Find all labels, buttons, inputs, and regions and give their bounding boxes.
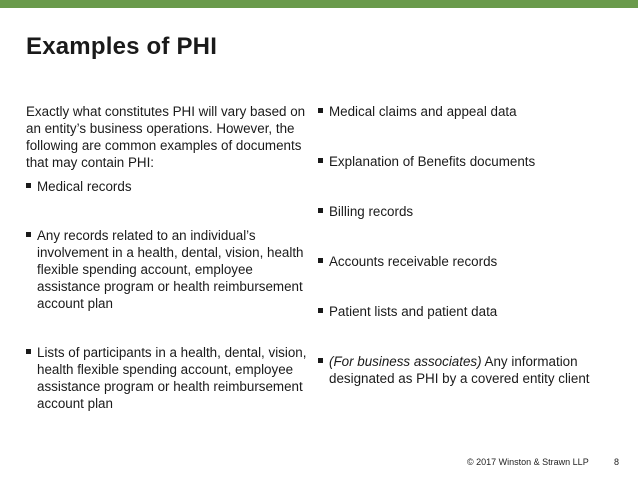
square-bullet-icon: [318, 358, 323, 363]
list-item: [26, 227, 311, 312]
left-column: [26, 103, 311, 412]
list-item-text: Lists of participants in a health, dental, vision, health flexible spending account, employee assistance program or health reimbursement account plan: [37, 345, 307, 411]
list-item: [26, 178, 311, 195]
page-number: 8: [614, 457, 620, 467]
list-item: [318, 203, 618, 220]
footer-copyright: © 2017 Winston & Strawn LLP: [467, 457, 589, 467]
list-item-text: [329, 354, 590, 386]
emphasis-text: (For business associates): [329, 354, 482, 369]
list-item-text: Patient lists and patient data: [329, 304, 498, 319]
list-item: [26, 344, 311, 412]
list-item-text: Explanation of Benefits documents: [329, 154, 536, 169]
square-bullet-icon: [26, 349, 31, 354]
page-title: Examples of PHI: [26, 33, 218, 60]
left-bullet-list: [26, 178, 311, 412]
list-item-text: Accounts receivable records: [329, 254, 498, 269]
list-item: [318, 103, 618, 120]
square-bullet-icon: [26, 183, 31, 188]
list-item: [318, 353, 618, 387]
intro-paragraph: Exactly what constitutes PHI will vary based on an entity’s business operations. However, the following are common examples of documents that may contain PHI:: [26, 104, 306, 170]
list-item: [318, 303, 618, 320]
square-bullet-icon: [26, 232, 31, 237]
square-bullet-icon: [318, 308, 323, 313]
right-column: [318, 103, 618, 387]
square-bullet-icon: [318, 108, 323, 113]
list-item: [318, 153, 618, 170]
square-bullet-icon: [318, 208, 323, 213]
list-item-text: Any records related to an individual’s involvement in a health, dental, vision, health flexible spending account, employee assistance program or health reimbursement account plan: [37, 228, 304, 311]
list-item-text: Billing records: [329, 204, 414, 219]
list-item-text: Medical claims and appeal data: [329, 104, 517, 119]
square-bullet-icon: [318, 258, 323, 263]
list-item-text: Medical records: [37, 179, 132, 194]
list-item: [318, 253, 618, 270]
top-accent-bar: [0, 0, 638, 8]
list-item-text-rest: Any information designated as PHI by a covered entity client: [329, 354, 590, 386]
right-bullet-list: [318, 103, 618, 387]
square-bullet-icon: [318, 158, 323, 163]
